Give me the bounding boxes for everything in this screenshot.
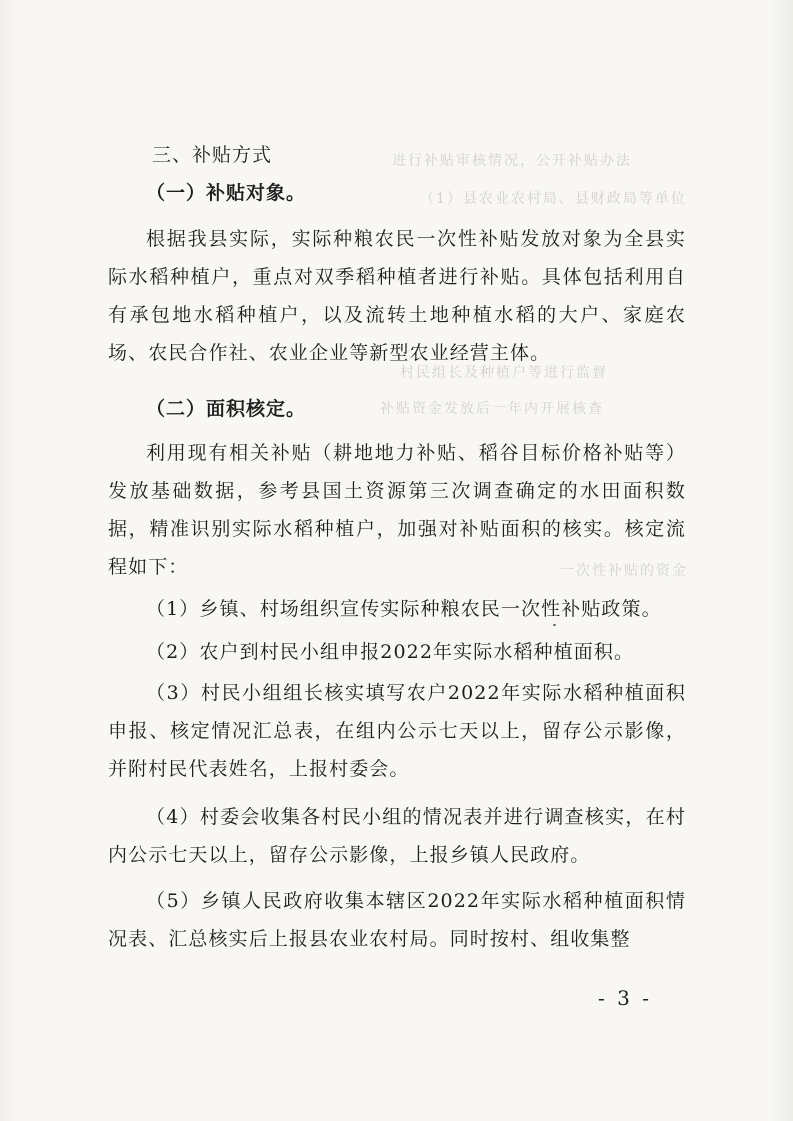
ink-speck [553, 624, 556, 626]
subsection-2-body: 利用现有相关补贴（耕地地力补贴、稻谷目标价格补贴等）发放基础数据，参考县国土资源第三次调查确定的水田面积数据，精准识别实际水稻种植户，加强对补贴面积的核实。核定流程如下： [108, 442, 686, 578]
bleed-through-text: 一次性补贴的资金 [560, 563, 688, 579]
bleed-through-text: （1）县农业农村局、县财政局等单位 [420, 191, 687, 207]
bleed-through-text: 补贴资金发放后一年内开展核查 [380, 401, 604, 417]
step-2: （2）农户到村民小组申报2022年实际水稻种植面积。 [146, 641, 635, 663]
step-3: （3）村民小组组长核实填写农户2022年实际水稻种植面积申报、核定情况汇总表，在组内公示七天以上，留存公示影像，并附村民代表姓名，上报村委会。 [108, 682, 686, 780]
page-number: - 3 - [598, 986, 652, 1010]
subsection-1-title: （一）补贴对象。 [146, 182, 307, 204]
step-4: （4）村委会收集各村民小组的情况表并进行调查核实，在村内公示七天以上，留存公示影像，上报乡镇人民政府。 [108, 806, 686, 866]
subsection-1-body: 根据我县实际，实际种粮农民一次性补贴发放对象为全县实际水稻种植户，重点对双季稻种植者进行补贴。具体包括利用自有承包地水稻种植户，以及流转土地种植水稻的大户、家庭农场、农民合作社、农业企业等新型农业经营主体。 [108, 228, 686, 364]
step-5: （5）乡镇人民政府收集本辖区2022年实际水稻种植面积情况表、汇总核实后上报县农业农村局。同时按村、组收集整 [108, 890, 686, 950]
section-title: 三、补贴方式 [152, 144, 273, 166]
step-1: （1）乡镇、村场组织宣传实际种粮农民一次性补贴政策。 [146, 598, 662, 620]
subsection-2-title: （二）面积核定。 [146, 398, 307, 420]
bleed-through-text: 村民组长及种植户等进行监督 [400, 365, 608, 381]
bleed-through-text: 进行补贴审核情况，公开补贴办法 [392, 153, 632, 169]
